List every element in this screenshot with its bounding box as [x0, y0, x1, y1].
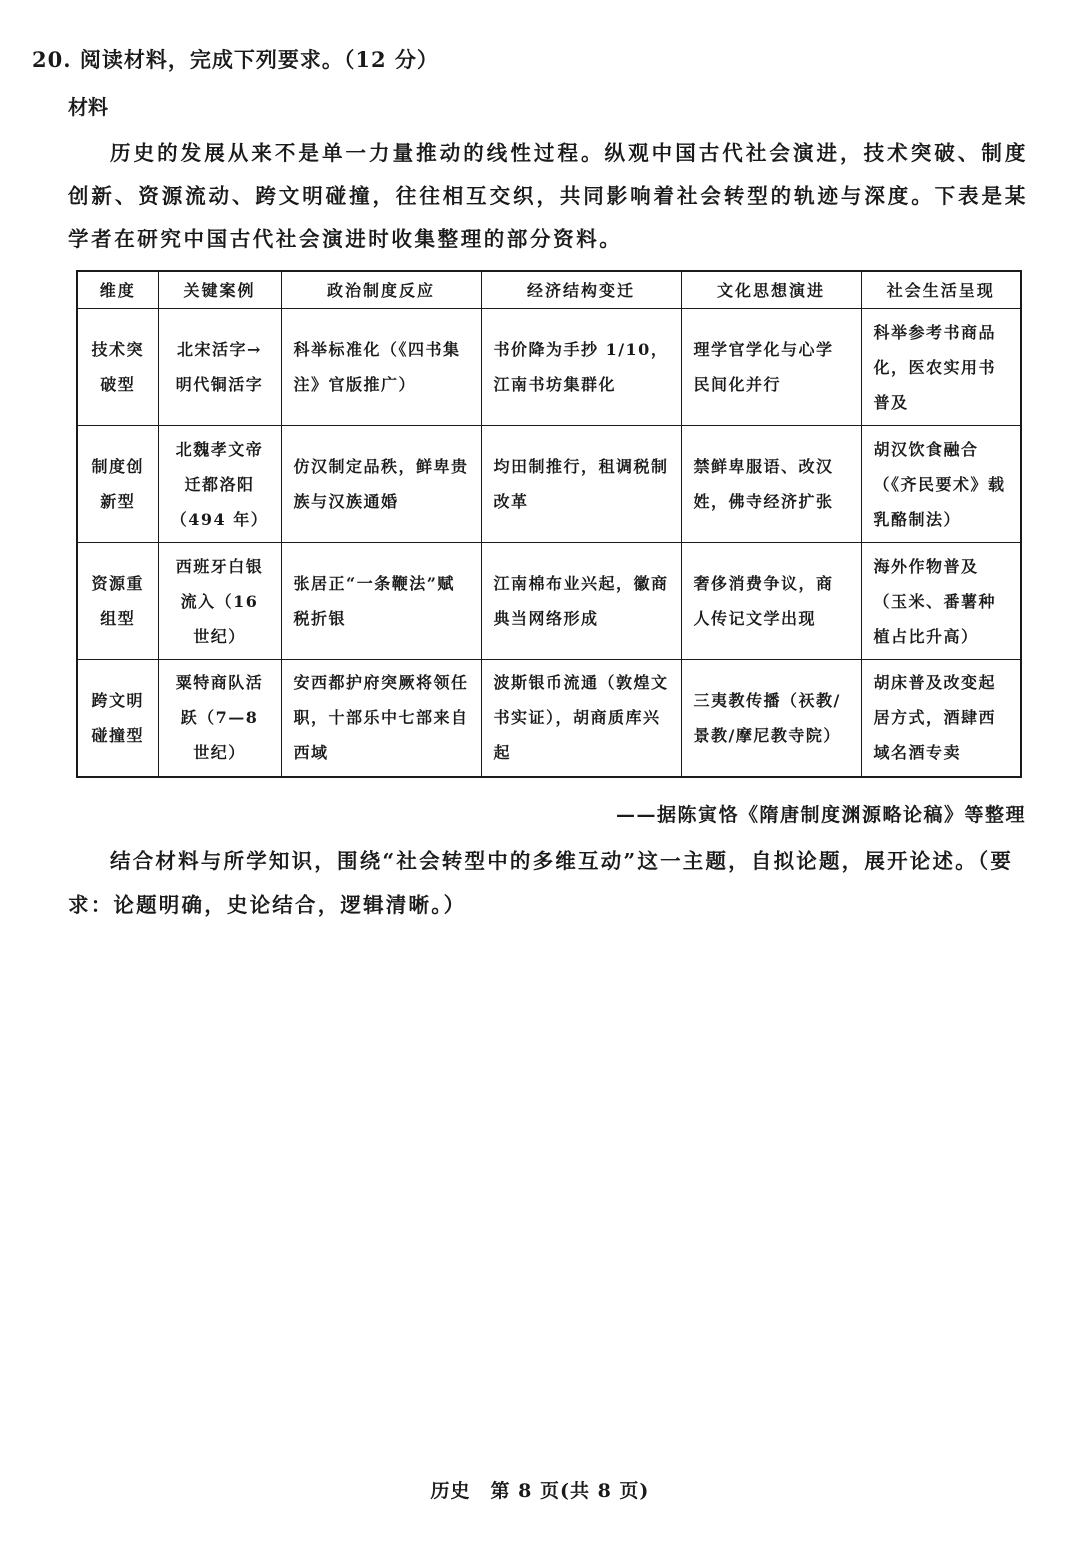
case-cell: 西班牙白银流入（16 世纪） — [158, 543, 281, 660]
political-cell: 张居正“一条鞭法”赋税折银 — [281, 543, 481, 660]
case-cell: 粟特商队活跃（7—8 世纪） — [158, 660, 281, 777]
dimension-cell: 制度创新型 — [77, 426, 158, 543]
data-table-container — [76, 270, 1022, 778]
table-header-cell: 文化思想演进 — [681, 271, 861, 309]
table-header-cell: 维度 — [77, 271, 158, 309]
culture-cell: 理学官学化与心学民间化并行 — [681, 309, 861, 426]
table-row — [77, 660, 1021, 777]
economic-cell: 波斯银币流通（敦煌文书实证），胡商质库兴起 — [481, 660, 681, 777]
culture-cell: 奢侈消费争议，商人传记文学出现 — [681, 543, 861, 660]
dimension-cell: 跨文明碰撞型 — [77, 660, 158, 777]
question-title: 20. 阅读材料，完成下列要求。（12 分） — [32, 47, 439, 72]
economic-cell: 均田制推行，租调税制改革 — [481, 426, 681, 543]
data-table — [76, 270, 1022, 778]
political-cell: 仿汉制定品秩，鲜卑贵族与汉族通婚 — [281, 426, 481, 543]
case-cell: 北魏孝文帝迁都洛阳（494 年） — [158, 426, 281, 543]
table-header-cell: 经济结构变迁 — [481, 271, 681, 309]
social-cell: 胡床普及改变起居方式，酒肆西域名酒专卖 — [861, 660, 1021, 777]
social-cell: 胡汉饮食融合（《齐民要术》载乳酪制法） — [861, 426, 1021, 543]
social-cell: 海外作物普及（玉米、番薯种植占比升高） — [861, 543, 1021, 660]
table-row — [77, 426, 1021, 543]
political-cell: 科举标准化（《四书集注》官版推广） — [281, 309, 481, 426]
task-prompt: 结合材料与所学知识，围绕“社会转型中的多维互动”这一主题，自拟论题，展开论述。（要求：论题明确，史论结合，逻辑清晰。） — [68, 849, 1014, 917]
dimension-cell: 资源重组型 — [77, 543, 158, 660]
table-header-cell: 政治制度反应 — [281, 271, 481, 309]
social-cell: 科举参考书商品化，医农实用书普及 — [861, 309, 1021, 426]
table-row — [77, 309, 1021, 426]
material-label: 材料 — [68, 95, 108, 119]
table-row — [77, 543, 1021, 660]
political-cell: 安西都护府突厥将领任职，十部乐中七部来自西域 — [281, 660, 481, 777]
source-citation: ——据陈寅恪《隋唐制度渊源略论稿》等整理 — [615, 804, 1026, 826]
table-header-row — [77, 271, 1021, 309]
page-footer: 历史 第 8 页(共 8 页) — [430, 1480, 650, 1502]
case-cell: 北宋活字→明代铜活字 — [158, 309, 281, 426]
culture-cell: 三夷教传播（祆教/景教/摩尼教寺院） — [681, 660, 861, 777]
table-header-cell: 社会生活呈现 — [861, 271, 1021, 309]
economic-cell: 书价降为手抄 1/10，江南书坊集群化 — [481, 309, 681, 426]
table-header-cell: 关键案例 — [158, 271, 281, 309]
dimension-cell: 技术突破型 — [77, 309, 158, 426]
economic-cell: 江南棉布业兴起，徽商典当网络形成 — [481, 543, 681, 660]
culture-cell: 禁鲜卑服语、改汉姓，佛寺经济扩张 — [681, 426, 861, 543]
material-paragraph: 历史的发展从来不是单一力量推动的线性过程。纵观中国古代社会演进，技术突破、制度创新、资源流动、跨文明碰撞，往往相互交织，共同影响着社会转型的轨迹与深度。下表是某学者在研究中国古代社会演进时收集整理的部分资料。 — [68, 141, 1028, 251]
